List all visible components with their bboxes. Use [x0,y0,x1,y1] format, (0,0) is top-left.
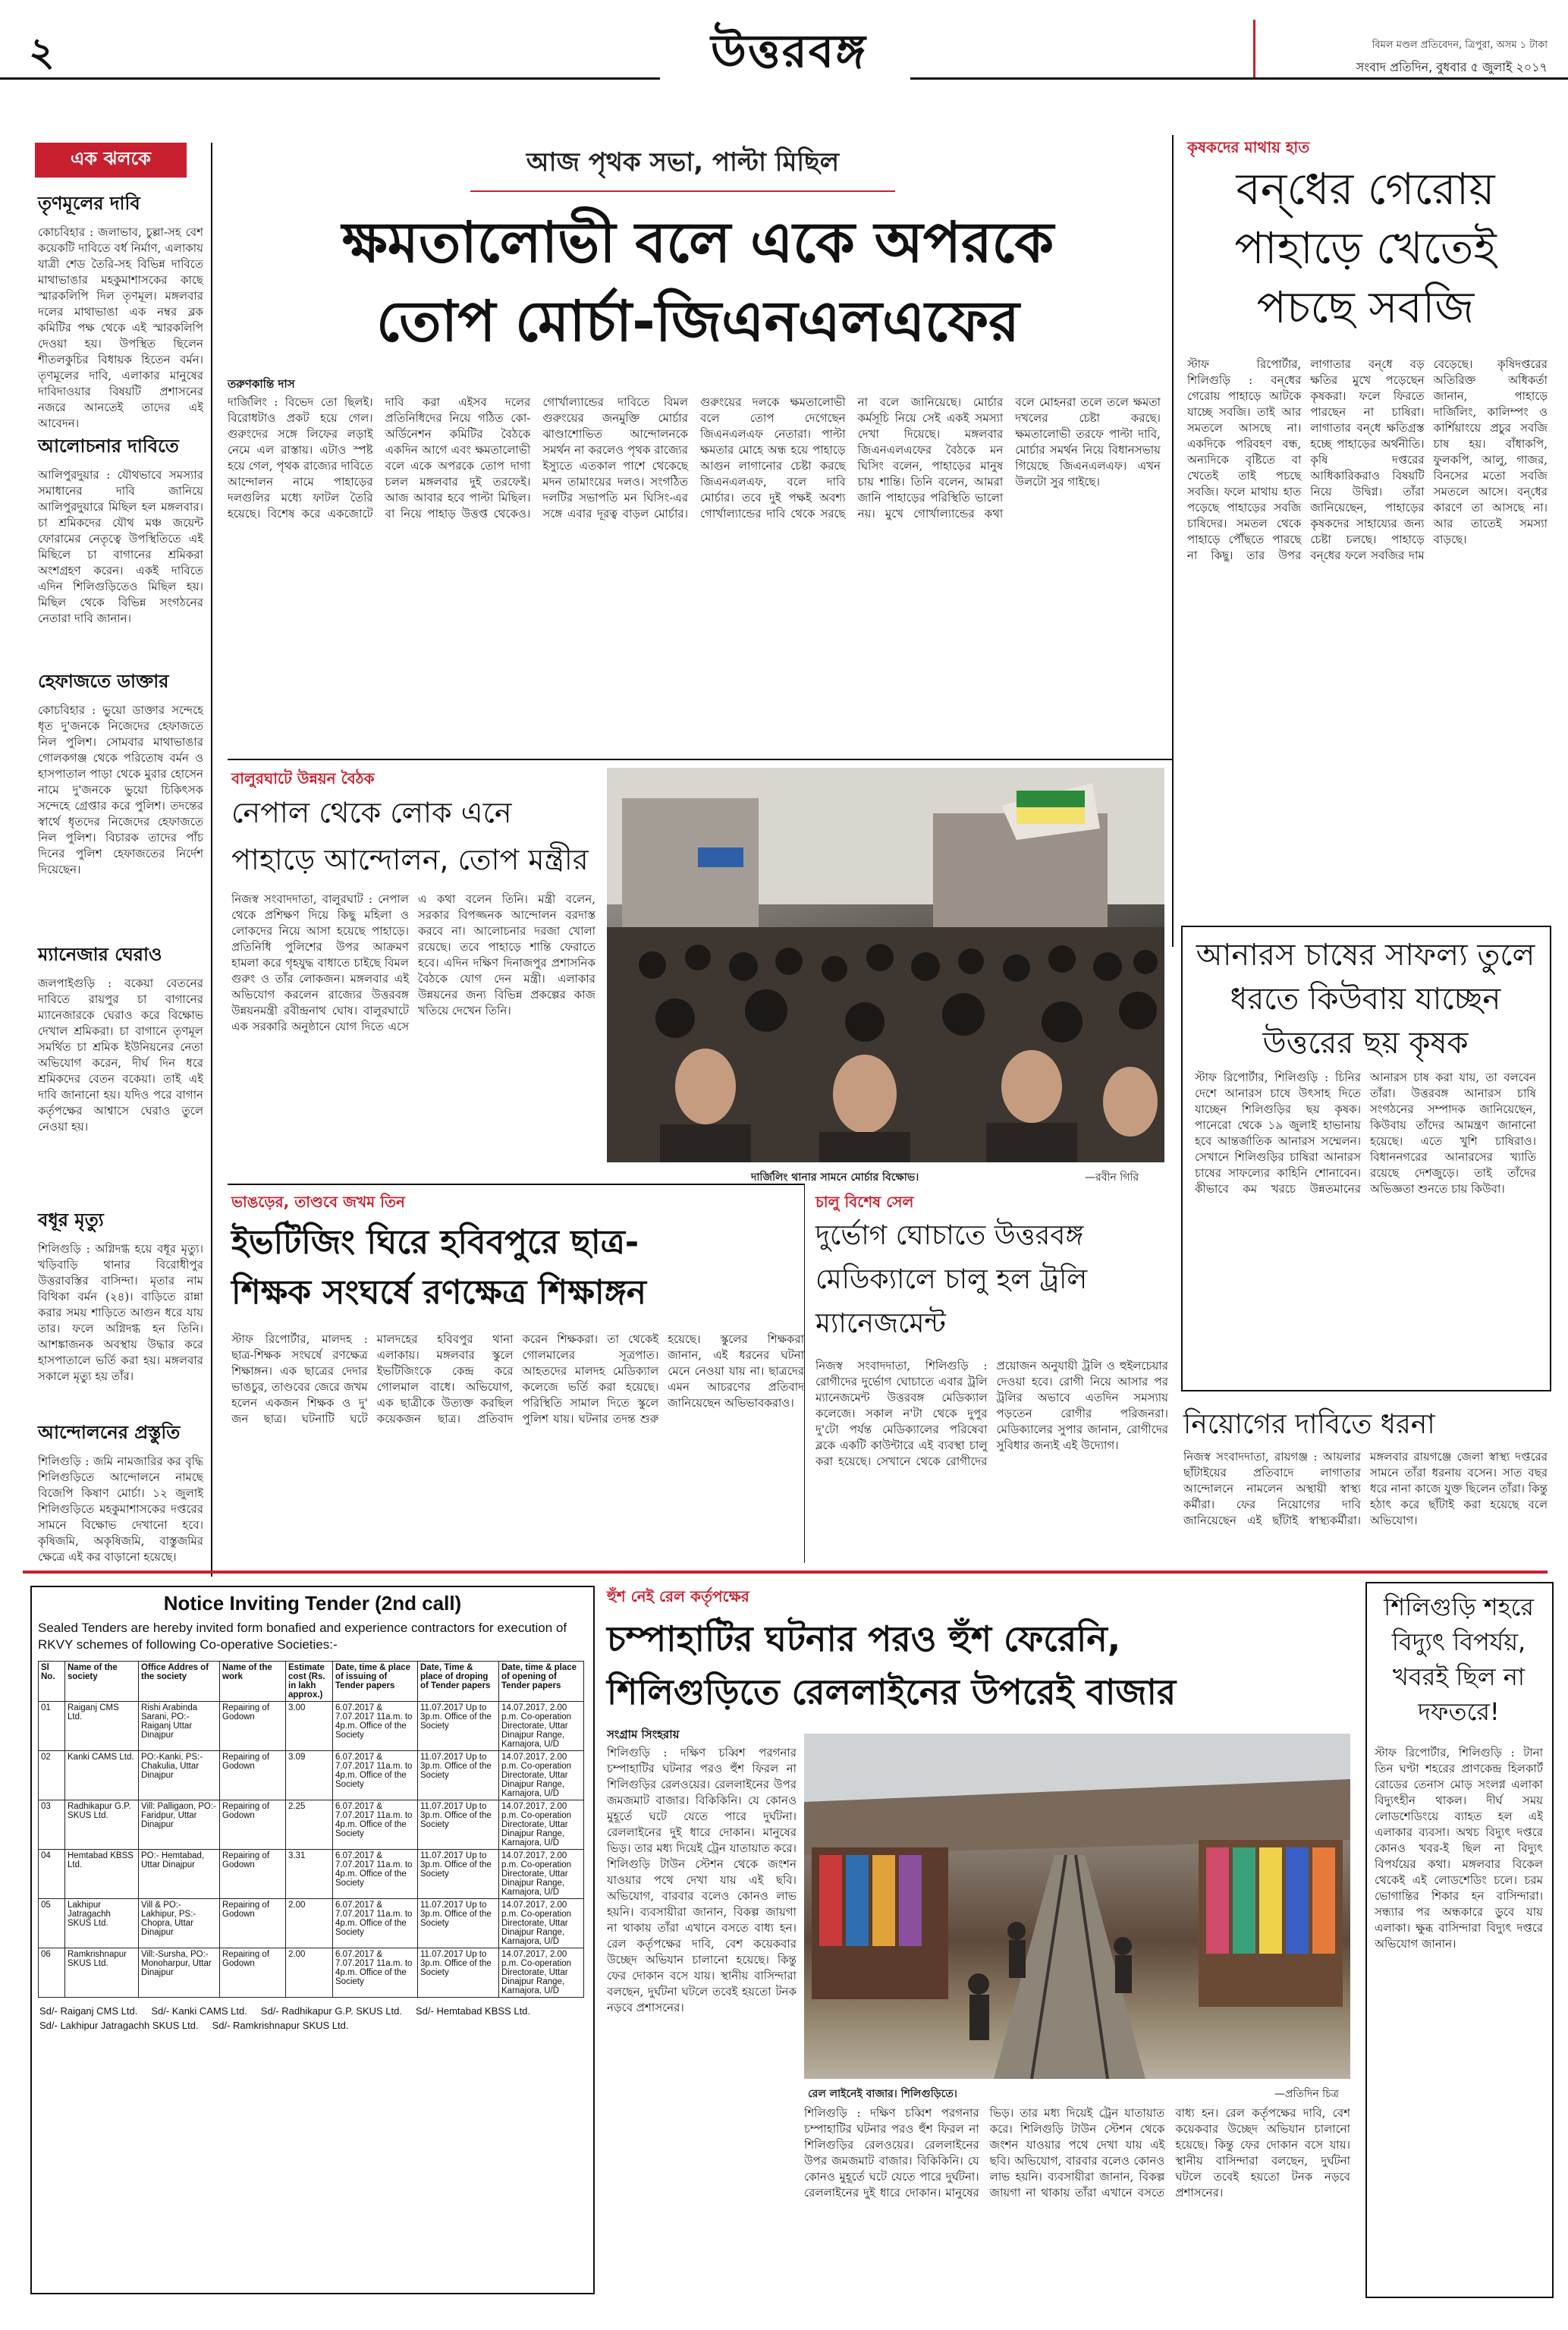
farm-headline: বন্‌ধের গেরোয় পাহাড়ে খেতেই পচছে সবজি [1234,163,1497,333]
main-body: দার্জিলিং : বিভেদ তো ছিলই। বিরোধটাও প্রকট হয়ে গেল। গুরুংদের সঙ্গে লিফের লড়াই নেমে এল রাস্তায়। এটাও স্পষ্ট হয়ে গেল, পৃথক রাজ্যের দাবিতে আন্দোলন নামে পাহাড়ের দলগুলির মধ্যে ফাটল তৈরি হয়েছে। বিশেষ করে একজোটে দাবি করা এইসব দলের প্রতিনিধিদের নিয়ে গঠিত কো-অর্ডিনেশন কমিটির বৈঠকে একদিন আগে এবং ক্ষমতালোভী বলে একে অপরকে তোপ দাগা চলল মঙ্গলবার দুই তরফেই। আজ আবার হবে পাল্টা মিছিল। বা নিয়ে পাহাড় উত্তপ্ত থেকেও। গোর্খাল্যান্ডের দাবিতে বিমল গুরুংয়ের জনমুক্তি মোর্চার ঝাণ্ডাশোভিত আন্দোলনকে সমর্থন না করলেও পৃথক রাজ্যের ইস্যুতে এতকাল পাশে থেকেছে মদন তামাংয়ের দলও। সংগঠিত দলটির সভাপতি মন ঘিসিং-এর সঙ্গে এবার দূরত্ব বাড়ল মোর্চার। গুরুংয়ের দলকে ক্ষমতালোভী বলে তোপ দেগেছেন জিএনএলএফ নেতারা। পাল্টা ক্ষমতার মোহে অন্ধ হয়ে পাহাড়ে আগুন লাগানোর চেষ্টা করছে জিএনএলএফ, বলে দাবি মোর্চার। তবে দুই পক্ষই অবশ্য গোর্খাল্যান্ডের দাবি থেকে সরছে না বলে জানিয়েছে। মোর্চার কর্মসূচি নিয়ে সেই একই সমস্যা দেখা দিয়েছে। মঙ্গলবার জিএনএলএফের বৈঠকে মন ঘিসিং বলেন, পাহাড়ের মানুষ চায় শান্তি। তিনি বলেন, আমরা জানি পাহাড়ের পরিস্থিতি ভালো নয়। মুখে গোর্খাল্যান্ডের কথা বলে মোহনরা তলে তলে ক্ষমতা দখলের চেষ্টা করছে। ক্ষমতালোভী তরফে পাল্টা দাবি, মোর্চার সমর্থন নিয়ে বিধানসভায় গিয়েছে জিএনএলএফ। এখন উলটো সুর গাইছে। [228,395,1161,520]
tender-header-cell: Date, time & place of issuing of Tender papers [333,1662,418,1702]
rail-headline-line1: চম্পাহাটির ঘটনার পরও হুঁশ ফেরেনি, [607,1618,1121,1659]
rail-market-photo [804,1734,1350,2079]
table-cell: 11.07.2017 Up to 3p.m. Office of the Society [418,1751,499,1800]
medical-headline: দুর্ভোগ ঘোচাতে উত্তরবঙ্গ মেডিক্যালে চালু হল ট্রলি ম্যানেজমেন্ট [815,1220,1088,1339]
sidebar-item-title: ম্যানেজার ঘেরাও [38,944,162,965]
masthead-redbar [1253,20,1255,77]
section-name: উত্তরবঙ্গ [711,25,867,78]
table-cell: 11.07.2017 Up to 3p.m. Office of the Society [418,1899,499,1948]
table-cell: 2.00 [286,1899,333,1948]
table-cell: Hemtabad KBSS Ltd. [65,1850,139,1899]
table-cell: Vill: Palligaon, PO:-Faridpur, Uttar Dinajpur [139,1800,220,1850]
protest-photo-credit: —রবীন গিরি [1085,1171,1139,1184]
table-cell: 6.07.2017 & 7.07.2017 11a.m. to 4p.m. Office of the Society [333,1899,418,1948]
minister-kicker: বালুরঘাটে উন্নয়ন বৈঠক [231,769,375,788]
protest-body: নিজস্ব সংবাদদাতা, রায়গঞ্জ : আয়লার ছাঁটাইয়ের প্রতিবাদে লাগাতার আন্দোলনে নামলেন অস্থায়ী স্বাস্থ্য কর্মীরা। ফের নিয়োগের দাবি জানিয়েছেন এই ছাঁটাই স্বাস্থ্যকর্মীরা। মঙ্গলবার রায়গঞ্জে জেলা স্বাস্থ্য দপ্তরের সামনে তাঁরা ধরনায় বসেন। সাত বছর ধরে নানা কাজে যুক্ত ছিলেন তাঁরা। কিন্তু হঠাৎ করে ছাঁটাই করা হয়েছে বলে অভিযোগ। [1183,1450,1548,1527]
main-kicker: আজ পৃথক সভা, পাল্টা মিছিল [470,143,895,192]
table-cell: Repairing of Godown [220,1800,286,1850]
eve-headline-line1: ইভটিজিং ঘিরে হবিবপুরে ছাত্র- [231,1223,639,1262]
tender-signature: Sd/- Hemtabad KBSS Ltd. [416,2005,531,2017]
eve-headline [231,1218,808,1318]
table-cell: 04 [39,1850,65,1899]
table-cell: Repairing of Godown [220,1850,286,1899]
table-cell: 11.07.2017 Up to 3p.m. Office of the Society [418,1702,499,1751]
table-cell: 14.07.2017, 2.00 p.m. Co-operation Directorate, Uttar Dinajpur Range, Karnajora, U/D [499,1800,584,1850]
sidebar-label: এক ঝলকে [71,148,151,169]
sidebar-item-body: জলপাইগুড়ি : বকেয়া বেতনের দাবিতে রায়পুর চা বাগানের ম্যানেজারকে ঘেরাও করে বিক্ষোভ দেখাল শ্রমিকরা। চা বাগানে তৃণমূল সমর্থিত চা শ্রমিক ইউনিয়নের নেতা অভিযোগ করেন, দীর্ঘ দিন ধরে শ্রমিকদের বেতন বকেয়া। তাই এই দাবি জানানো হয়। যদিও পরে বাগান কর্তৃপক্ষের আশ্বাসে ঘেরাও তুলে নেওয়া হয়। [38,976,203,1134]
table-cell: 3.31 [286,1850,333,1899]
table-cell: 02 [39,1751,65,1800]
main-story-vrule [1172,135,1174,947]
table-cell: Repairing of Godown [220,1702,286,1751]
pineapple-body: স্টাফ রিপোর্টার, শিলিগুড়ি : চিনির দেশে আনারস চাষে উৎসাহ দিতে যাচ্ছেন শিলিগুড়ির ছয় কৃষক। পানেরো থেকে ১৯ জুলাই হাভানায় হবে আন্তর্জাতিক আনারস সম্মেলন। সেখানে শিলিগুড়ির চাষিরা আনারস চাষের সাফল্যের কাহিনি শোনাবেন। কীভাবে কম খরচে উন্নতমানের আনারস চাষ করা যায়, তা বলবেন তাঁরা। উত্তরবঙ্গ আনারস চাষি সংগঠনের সম্পাদক জানিয়েছেন, কিউবায় তাঁদের আমন্ত্রণ জানানো হয়েছে। এতে খুশি চাষিরাও। বিধাননগরের আনারসের খ্যাতি রয়েছে দেশজুড়ে। তাই তাঁদের অভিজ্ঞতা শুনতে চায় কিউবা। [1195,1071,1536,1196]
tender-signature: Sd/- Ramkrishnapur SKUS Ltd. [212,2020,349,2031]
tender-signature: Sd/- Radhikapur G.P. SKUS Ltd. [260,2005,402,2017]
sidebar-item-title: আন্দোলনের প্রস্তুতি [38,1422,181,1443]
table-cell: 14.07.2017, 2.00 p.m. Co-operation Directorate, Uttar Dinajpur Range, Karnajora, U/D [499,1850,584,1899]
masthead-divider-left [0,77,660,80]
table-cell: 2.00 [286,1948,333,1998]
table-cell: 06 [39,1948,65,1998]
table-cell: 05 [39,1899,65,1948]
sidebar-item-body: আলিপুরদুয়ার : যৌথভাবে সমস্যার সমাধানের দাবি জানিয়ে আলিপুরদুয়ারে মিছিল হল মঙ্গলবার। চা শ্রমিকদের যৌথ মঞ্চ জয়েন্ট ফোরামের নেতৃত্বে উপস্থিতিতে এই মিছিলে চা বাগানের শ্রমিকরা অংশগ্রহণ করেন। একই দাবিতে এদিন শিলিগুড়িতেও মিছিল হয়। মিছিল থেকে বিভিন্ন সংগঠনের নেতারা দাবি জানান। [38,468,203,625]
top-right-note: বিমল মণ্ডল প্রতিবেদন, ত্রিপুরা, অসম ১ টাকা [1372,39,1548,51]
pineapple-headline: আনারস চাষের সাফল্য তুলে ধরতে কিউবায় যাচ্ছেন উত্তরের ছয় কৃষক [1196,938,1535,1061]
table-cell: 14.07.2017, 2.00 p.m. Co-operation Directorate, Uttar Dinajpur Range, Karnajora, U/D [499,1751,584,1800]
power-body: স্টাফ রিপোর্টার, শিলিগুড়ি : টানা তিন ঘণ্টা শহরের প্রাণকেন্দ্র হিলকার্ট রোডের তেনাস মোড় সংলগ্ন এলাকা বিদ্যুৎহীন থাকল। দীর্ঘ সময় লোডশেডিংয়ে ব্যাহত হল এই এলাকার ব্যবসা। অথচ বিদ্যুৎ দপ্তরে কোনও খবর-ই ছিল না বিদ্যুৎ বিপর্যয়ের কথা। মঙ্গলবার বিকেল থেকেই এই লোডশেডিং চলে। চরম ভোগান্তির শিকার হন বাসিন্দারা। সন্ধ্যার পর অন্ধকারে ডুবে যায় এলাকা। ক্ষুব্ধ বাসিন্দারা বিদ্যুৎ দপ্তরে অভিযোগ জানান। [1375,1746,1543,1951]
tender-title: Notice Inviting Tender (2nd call) [163,1592,462,1615]
rail-headline [607,1612,1365,1718]
table-row [39,1850,584,1899]
crowd-illustration [607,768,1164,1162]
table-row [39,1899,584,1948]
tender-header-cell: Name of the work [220,1662,286,1702]
market-illustration [804,1734,1350,2079]
sidebar-item-title: আলোচনার দাবিতে [38,435,179,457]
table-row [39,1948,584,1998]
table-cell: 6.07.2017 & 7.07.2017 11a.m. to 4p.m. Office of the Society [333,1702,418,1751]
tender-notice [30,1586,595,2294]
tender-signatures [32,2001,593,2036]
rail-kicker: হুঁশ নেই রেল কর্তৃপক্ষের [607,1587,749,1605]
table-cell: Raiganj CMS Ltd. [65,1702,139,1751]
main-headline-line1: ক্ষমতালোভী বলে একে অপরকে [341,210,1054,275]
table-cell: 14.07.2017, 2.00 p.m. Co-operation Directorate, Uttar Dinajpur Range, Karnajora, U/D [499,1702,584,1751]
sidebar-item-title: বধূর মৃত্যু [38,1209,104,1231]
minister-headline: নেপাল থেকে লোক এনে পাহাড়ে আন্দোলন, তোপ মন্ত্রীর [231,796,589,876]
medical-body: নিজস্ব সংবাদদাতা, শিলিগুড়ি : রোগীদের দুর্ভোগ ঘোচাতে এবার ট্রলি ম্যানেজমেন্ট উত্তরবঙ্গ মেডিক্যাল কলেজে। সকাল ন'টা থেকে দুপুর দু'টো পর্যন্ত মেডিক্যালের পরিষেবা ব্লকে একটি কাউন্টারে এই ব্যবস্থা চালু করা হয়েছে। সেখানে থেকে রোগীদের প্রয়োজন অনুযায়ী ট্রলি ও হুইলচেয়ার দেওয়া হবে। রোগী নিয়ে আসার পর ট্রলির অভাবে এতদিন সমস্যায় পড়তেন রোগীর পরিজনরা। মেডিক্যালের সুপার জানান, রোগীদের সুবিধার জন্যই এই উদ্যোগ। [815,1359,1168,1468]
table-cell: 11.07.2017 Up to 3p.m. Office of the Society [418,1948,499,1998]
table-cell: 6.07.2017 & 7.07.2017 11a.m. to 4p.m. Office of the Society [333,1850,418,1899]
table-cell: 01 [39,1702,65,1751]
sidebar-item [38,1419,203,1575]
rail-headline-line2: শিলিগুড়িতে রেললাইনের উপরেই বাজার [607,1671,1177,1712]
tender-header-cell: Sl No. [39,1662,65,1702]
tender-table [38,1661,584,1998]
table-cell: Ramkrishnapur SKUS Ltd. [65,1948,139,1998]
tender-header-cell: Date, time & place of opening of Tender papers [499,1662,584,1702]
table-cell: 11.07.2017 Up to 3p.m. Office of the Society [418,1800,499,1850]
protest-photo-caption: দার্জিলিং থানার সামনে মোর্চার বিক্ষোভ। [751,1171,919,1184]
tender-header-cell: Estimate cost (Rs. in lakh approx.) [286,1662,333,1702]
sidebar-item [38,432,203,680]
table-cell: Rishi Arabinda Sarani, PO:- Raiganj Uttar Dinajpur [139,1702,220,1751]
table-cell: Repairing of Godown [220,1899,286,1948]
tender-header-cell: Name of the society [65,1662,139,1702]
power-headline: শিলিগুড়ি শহরে বিদ্যুৎ বিপর্যয়, খবরই ছিল না দফতরে! [1384,1593,1534,1726]
table-row [39,1702,584,1751]
tender-signature: Sd/- Lakhipur Jatragachh SKUS Ltd. [39,2020,199,2031]
table-cell: Vill:-Sursha, PO:- Monoharpur, Uttar Dinajpur [139,1948,220,1998]
sidebar-item [38,941,203,1203]
main-headline-line2: তোপ মোর্চা-জিএনএলএফের [376,289,1020,354]
table-cell: 6.07.2017 & 7.07.2017 11a.m. to 4p.m. Office of the Society [333,1800,418,1850]
tender-signature: Sd/- Raiganj CMS Ltd. [39,2005,138,2017]
main-headline [228,203,1168,361]
date-line: সংবাদ প্রতিদিন, বুধবার ৫ জুলাই ২০১৭ [1356,60,1548,74]
bottom-section-redbar [23,1571,1548,1574]
sidebar-item-title: হেফাজতে ডাক্তার [38,671,169,692]
table-cell: 2.25 [286,1800,333,1850]
table-cell: Repairing of Godown [220,1751,286,1800]
tender-signature: Sd/- Kanki CAMS Ltd. [151,2005,247,2017]
table-cell: 3.00 [286,1702,333,1751]
rail-body-left: শিলিগুড়ি : দক্ষিণ চব্বিশ পরগনার চম্পাহাটির ঘটনার পরও হুঁশ ফিরল না শিলিগুড়ির রেলওয়ের। রেললাইনের উপর জমজমাট বাজার। বিকিকিনি। যে কোনও মুহূর্তে ঘটে যেতে পারে দুর্ঘটনা। রেললাইনের দুই ধারে দোকান। মানুষের ভিড়। তার মধ্য দিয়েই ট্রেন যাতায়াত করে। শিলিগুড়ি টাউন স্টেশন থেকে জংশন যাওয়ার পথে দেখা যায় এই ছবি। অভিযোগ, বারবার বলেও কোনও লাভ হয়নি। ব্যবসায়ীরা জানান, বিকল্প জায়গা না থাকায় তাঁরা এখানে বসতে বাধ্য হন। রেল কর্তৃপক্ষের দাবি, বেশ কয়েকবার উচ্ছেদ অভিযান চালানো হয়েছে। কিন্তু ফের দোকান বসে যায়। স্থানীয় বাসিন্দারা বলছেন, দুর্ঘটনা ঘটলে তবেই হয়তো টনক নড়বে প্রশাসনের। [607,1746,797,2014]
tender-header-row [39,1662,584,1702]
eve-headline-line2: শিক্ষক সংঘর্ষে রণক্ষেত্র শিক্ষাঙ্গন [231,1273,647,1312]
table-cell: Radhikapur G.P. SKUS Ltd. [65,1800,139,1850]
table-cell: Vill & PO:- Lakhipur, PS:- Chopra, Uttar Dinajpur [139,1899,220,1948]
table-cell: PO:-Kanki, PS:-Chakulia, Uttar Dinajpur [139,1751,220,1800]
table-cell: 3.09 [286,1751,333,1800]
table-cell: 6.07.2017 & 7.07.2017 11a.m. to 4p.m. Office of the Society [333,1751,418,1800]
eve-kicker: ভাঙড়ের, তাণ্ডবে জখম তিন [231,1193,405,1211]
table-cell: PO:- Hemtabad, Uttar Dinajpur [139,1850,220,1899]
table-row [39,1751,584,1800]
table-cell: 03 [39,1800,65,1850]
minister-top-rule [228,759,1172,760]
sidebar-rule [211,143,212,1577]
rail-photo-caption: রেল লাইনেই বাজার। শিলিগুড়িতে। [808,2088,957,2100]
sidebar-item [38,190,203,452]
tender-header-cell: Date, Time & place of droping of Tender papers [418,1662,499,1702]
sidebar-item [38,1206,203,1423]
sidebar-item-body: শিলিগুড়ি : জমি নামজারির কর বৃদ্ধি শিলিগুড়িতে আন্দোলনে নামছে বিজেপি কিষাণ মোর্চা। ১২ জুলাই শিলিগুড়িতে মহকুমাশাসকের দপ্তরের সামনে বিক্ষোভ দেখানো হবে। কৃষিজমি, অকৃষিজমি, বাস্তুজমির ক্ষেত্রে এই কর বাড়ানো হয়েছে। [38,1454,203,1564]
tender-intro: Sealed Tenders are hereby invited form bonafied and experience contractors for execution of RKVY schemes of following Co-operative Societies:- [38,1621,567,1652]
medical-vrule [804,1184,805,1563]
tender-header-cell: Office Addres of the society [139,1662,220,1702]
protest-headline: নিয়োগের দাবিতে ধরনা [1183,1409,1435,1440]
sidebar-item-title: তৃণমূলের দাবি [38,193,140,214]
table-cell: 14.07.2017, 2.00 p.m. Co-operation Directorate, Uttar Dinajpur Range, Karnajora, U/D [499,1948,584,1998]
eve-top-rule [228,1184,804,1185]
table-cell: 11.07.2017 Up to 3p.m. Office of the Society [418,1850,499,1899]
sidebar-label-box [35,143,187,178]
rail-body-bottom: শিলিগুড়ি : দক্ষিণ চব্বিশ পরগনার চম্পাহাটির ঘটনার পরও হুঁশ ফিরল না শিলিগুড়ির রেলওয়ের। রেললাইনের উপর জমজমাট বাজার। বিকিকিনি। যে কোনও মুহূর্তে ঘটে যেতে পারে দুর্ঘটনা। রেললাইনের দুই ধারে দোকান। মানুষের ভিড়। তার মধ্য দিয়েই ট্রেন যাতায়াত করে। শিলিগুড়ি টাউন স্টেশন থেকে জংশন যাওয়ার পথে দেখা যায় এই ছবি। অভিযোগ, বারবার বলেও কোনও লাভ হয়নি। ব্যবসায়ীরা জানান, বিকল্প জায়গা না থাকায় তাঁরা এখানে বসতে বাধ্য হন। রেল কর্তৃপক্ষের দাবি, বেশ কয়েকবার উচ্ছেদ অভিযান চালানো হয়েছে। কিন্তু ফের দোকান বসে যায়। স্থানীয় বাসিন্দারা বলছেন, দুর্ঘটনা ঘটলে তবেই হয়তো টনক নড়বে প্রশাসনের। [804,2106,1350,2200]
farm-body: স্টাফ রিপোর্টার, শিলিগুড়ি : বন্‌ধের গেরোয় পাহাড়ে আটকে যাচ্ছে সবজি। তাই আর সমতলে আসছে না। একদিকে পরিবহণ বন্ধ, অন্যদিকে বৃষ্টিতে বা খেতেই তাই পচছে সবজি। ফলে মাথায় হাত পড়েছে পাহাড়ের সবজি চাষিদের। সমতল থেকে পাহাড়ে পৌঁছতে পারছে না কিছু। তার উপর লাগাতার বন্‌ধে বড় ক্ষতির মুখে পড়েছেন কৃষকরা। ফলে ফিরতে পারছেন না চাষিরা। লাগাতার বন্‌ধে ক্ষতিগ্রস্ত হচ্ছে পাহাড়ের অর্থনীতি। কৃষি দপ্তরের আধিকারিকরাও বিষয়টি নিয়ে উদ্বিগ্ন। তাঁরা জানিয়েছেন, পাহাড়ের কৃষকদের সাহায্যের জন্য চেষ্টা চলছে। পাহাড়ে বন্‌ধের ফলে সবজির দাম বেড়েছে। কৃষিদপ্তরের অতিরিক্ত অধিকর্তা জানান, পাহাড়ে দার্জিলিং, কালিম্পং ও কার্শিয়াংয়ে প্রচুর সবজি চাষ হয়। বাঁধাকপি, ফুলকপি, আলু, গাজর, বিনসের মতো সবজি সমতলে আসে। বন্‌ধের কারণে তা আসছে না। আর তাতেই সমস্যা বাড়ছে। [1187,357,1548,562]
sidebar-item-body: কোচবিহার : ভুয়ো ডাক্তার সন্দেহে ধৃত দু'জনকে নিজেদের হেফাজতে নিল পুলিশ। সোমবার মাথাভাঙার গোলকগঞ্জ থেকে পরিতোষ বর্মন ও হাসপাতাল পাড়া থেকে মুরার হোসেন নামে দু'জনকে ভুয়ো চিকিৎসক সন্দেহে গ্রেপ্তার করে পুলিশ। তদন্তের স্বার্থে ধৃতদের নিজেদের হেফাজতে নিল পুলিশ। বিচারক তাদের পাঁচ দিনের পুলিশ হেফাজতের নির্দেশ দিয়েছেন। [38,703,203,876]
rail-byline: সংগ্রাম সিংহরায় [607,1728,680,1741]
farm-kicker: কৃষকদের মাথায় হাত [1187,138,1310,156]
table-row [39,1800,584,1850]
eve-body: স্টাফ রিপোর্টার, মালদহ : ছাত্র-শিক্ষক সংঘর্ষে রণক্ষেত্র শিক্ষাঙ্গন। এক ছাত্রের দেদার ভাঙচুর, তাণ্ডবের জেরে জখম হলেন একজন শিক্ষক ও দু' জন ছাত্র। ঘটনাটি ঘটে মালদহের হবিবপুর থানা এলাকায়। মঙ্গলবার স্কুলে ইভটিজিংকে কেন্দ্র করে গোলমাল বাধে। অভিযোগ, এক ছাত্রীকে উত্যক্ত করছিল কয়েকজন ছাত্র। প্রতিবাদ করেন শিক্ষকরা। তা থেকেই গোলমালের সূত্রপাত। আহতদের মালদহ মেডিক্যাল কলেজে ভর্তি করা হয়েছে। পরিস্থিতি সামাল দিতে স্কুলে পুলিশ যায়। ঘটনার তদন্ত শুরু হয়েছে। স্কুলের শিক্ষকরা জানান, এই ধরনের ঘটনা মেনে নেওয়া যায় না। ছাত্রদের এমন আচরণের প্রতিবাদ জানিয়েছেন অভিভাবকরাও। [231,1332,804,1426]
table-cell: Lakhipur Jatragachh SKUS Ltd. [65,1899,139,1948]
rail-photo-credit: —প্রতিদিন চিত্র [1274,2088,1339,2100]
sidebar-item-body: কোচবিহার : জলাভাব, চুল্লা-সহ বেশ কয়েকটি দাবিতে বর্ধ নির্মাণ, এলাকায় যাত্রী শেড তৈরি-সহ বিভিন্ন দাবিতে মাথাভাঙার মহকুমাশাসকের কাছে স্মারকলিপি দিল তৃণমূল। মঙ্গলবার দলের মাথাভাঙা এক নম্বর ব্লক কমিটির পক্ষ থেকে এই স্মারকলিপি দেওয়া হয়। উপস্থিত ছিলেন শীতলকুচির বিধায়ক হিতেন বর্মন। তৃণমূলের দাবি, এলাকার মানুষের দাবিদাওয়ার বিষয়টি প্রশাসনের নজরে আনতেই তাদের এই আবেদন। [38,225,203,430]
table-cell: 6.07.2017 & 7.07.2017 11a.m. to 4p.m. Office of the Society [333,1948,418,1998]
minister-body: নিজস্ব সংবাদদাতা, বালুরঘাট : নেপাল থেকে প্রশিক্ষণ দিয়ে কিছু মহিলা ও লোকদের নিয়ে আসা হয়েছে পাহাড়ে। প্রতিনিধি পুলিশের উপর আক্রমণ হামলা করে গৃহযুদ্ধ বাধাতে চাইছে বিমল গুরুং ও তাঁর লোকজন। মঙ্গলবার এই অভিযোগ করলেন রাজ্যের উত্তরবঙ্গ উন্নয়নমন্ত্রী রবীন্দ্রনাথ ঘোষ। বালুরঘাটে এক সরকারি অনুষ্ঠানে যোগ দিতে এসে এ কথা বলেন তিনি। মন্ত্রী বলেন, সরকার বিপজ্জনক আন্দোলন বরদাস্ত করবে না। আলোচনার দরজা খোলা রয়েছে। তবে পাহাড়ে শান্তি ফেরাতে হবে। এদিন দক্ষিণ দিনাজপুর প্রশাসনিক বৈঠকে যোগ দেন মন্ত্রী। এলাকার উন্নয়নের জন্য বিভিন্ন প্রকল্পের কাজ খতিয়ে দেখেন তিনি। [231,892,595,1033]
page-number: ২ [29,30,55,75]
protest-photo [607,768,1164,1162]
table-cell: Repairing of Godown [220,1948,286,1998]
medical-kicker: চালু বিশেষ সেল [815,1193,914,1211]
main-byline: তরুণকান্তি দাস [228,377,295,391]
sidebar-item [38,668,203,930]
table-cell: 14.07.2017, 2.00 p.m. Co-operation Directorate, Uttar Dinajpur Range, Karnajora, U/D [499,1899,584,1948]
table-cell: Kanki CAMS Ltd. [65,1751,139,1800]
sidebar-item-body: শিলিগুড়ি : অগ্নিদগ্ধ হয়ে বধূর মৃত্যু। খড়িবাড়ি থানার বিরোধীপুর উত্তরাবস্তির বাসিন্দা। মৃতার নাম বিথিকা বর্মন (২৪)। বাড়িতে রান্না করার সময় শাড়িতে আগুন ধরে যায় তার। ফলে অগ্নিদগ্ধ হন তিনি। আশঙ্কাজনক অবস্থায় উদ্ধার করে হাসপাতালে ভর্তি করা হয়। মঙ্গলবার সকালে মৃত্যু হয় তাঁর। [38,1242,203,1383]
